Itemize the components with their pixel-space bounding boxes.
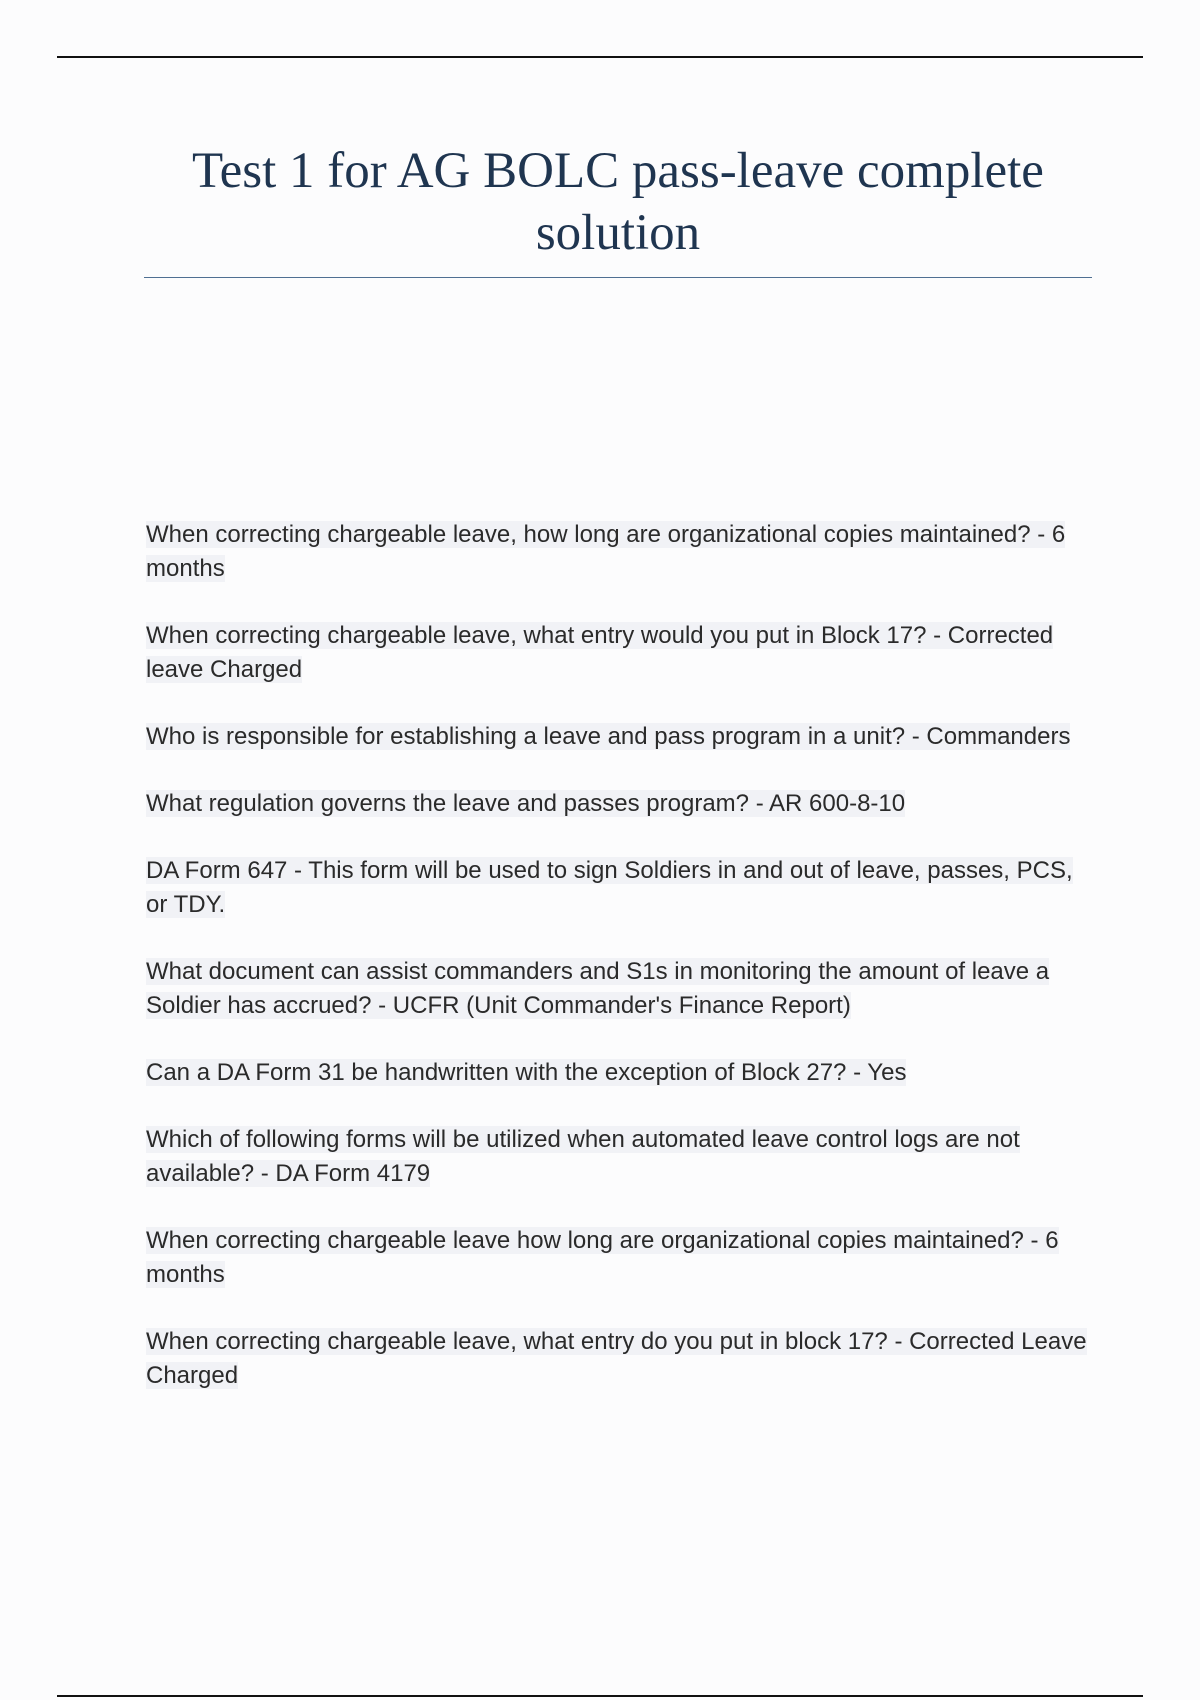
qa-item bbox=[146, 1056, 1096, 1090]
qa-item bbox=[146, 854, 1096, 922]
qa-item-text: When correcting chargeable leave, how long are organizational copies maintained? - 6 months bbox=[146, 521, 1066, 582]
qa-item-text: When correcting chargeable leave how long are organizational copies maintained? - 6 months bbox=[146, 1227, 1059, 1288]
qa-item bbox=[146, 518, 1096, 586]
document-title: Test 1 for AG BOLC pass-leave complete solution bbox=[192, 143, 1044, 261]
qa-item-text: Can a DA Form 31 be handwritten with the exception of Block 27? - Yes bbox=[146, 1059, 907, 1086]
qa-item-text: When correcting chargeable leave, what entry do you put in block 17? - Corrected Leave Charged bbox=[146, 1328, 1087, 1389]
qa-item bbox=[146, 720, 1096, 754]
qa-item bbox=[146, 1325, 1096, 1393]
qa-item bbox=[146, 955, 1096, 1023]
qa-item-text: Which of following forms will be utilized when automated leave control logs are not available? - DA Form 4179 bbox=[146, 1126, 1020, 1187]
qa-item-text: Who is responsible for establishing a leave and pass program in a unit? - Commanders bbox=[146, 723, 1071, 750]
top-page-rule bbox=[57, 56, 1143, 58]
qa-item-text: What document can assist commanders and S1s in monitoring the amount of leave a Soldier has accrued? - UCFR (Unit Commander's Finance Report) bbox=[146, 958, 1050, 1019]
qa-item bbox=[146, 1224, 1096, 1292]
qa-item-text: When correcting chargeable leave, what entry would you put in Block 17? - Corrected leave Charged bbox=[146, 622, 1054, 683]
bottom-page-rule bbox=[57, 1695, 1143, 1697]
qa-item-text: DA Form 647 - This form will be used to sign Soldiers in and out of leave, passes, PCS, or TDY. bbox=[146, 857, 1073, 918]
qa-item bbox=[146, 1123, 1096, 1191]
qa-item-text: What regulation governs the leave and passes program? - AR 600-8-10 bbox=[146, 790, 906, 817]
title-underline bbox=[144, 277, 1092, 278]
qa-item bbox=[146, 787, 1096, 821]
qa-list bbox=[146, 518, 1096, 1426]
qa-item bbox=[146, 619, 1096, 687]
